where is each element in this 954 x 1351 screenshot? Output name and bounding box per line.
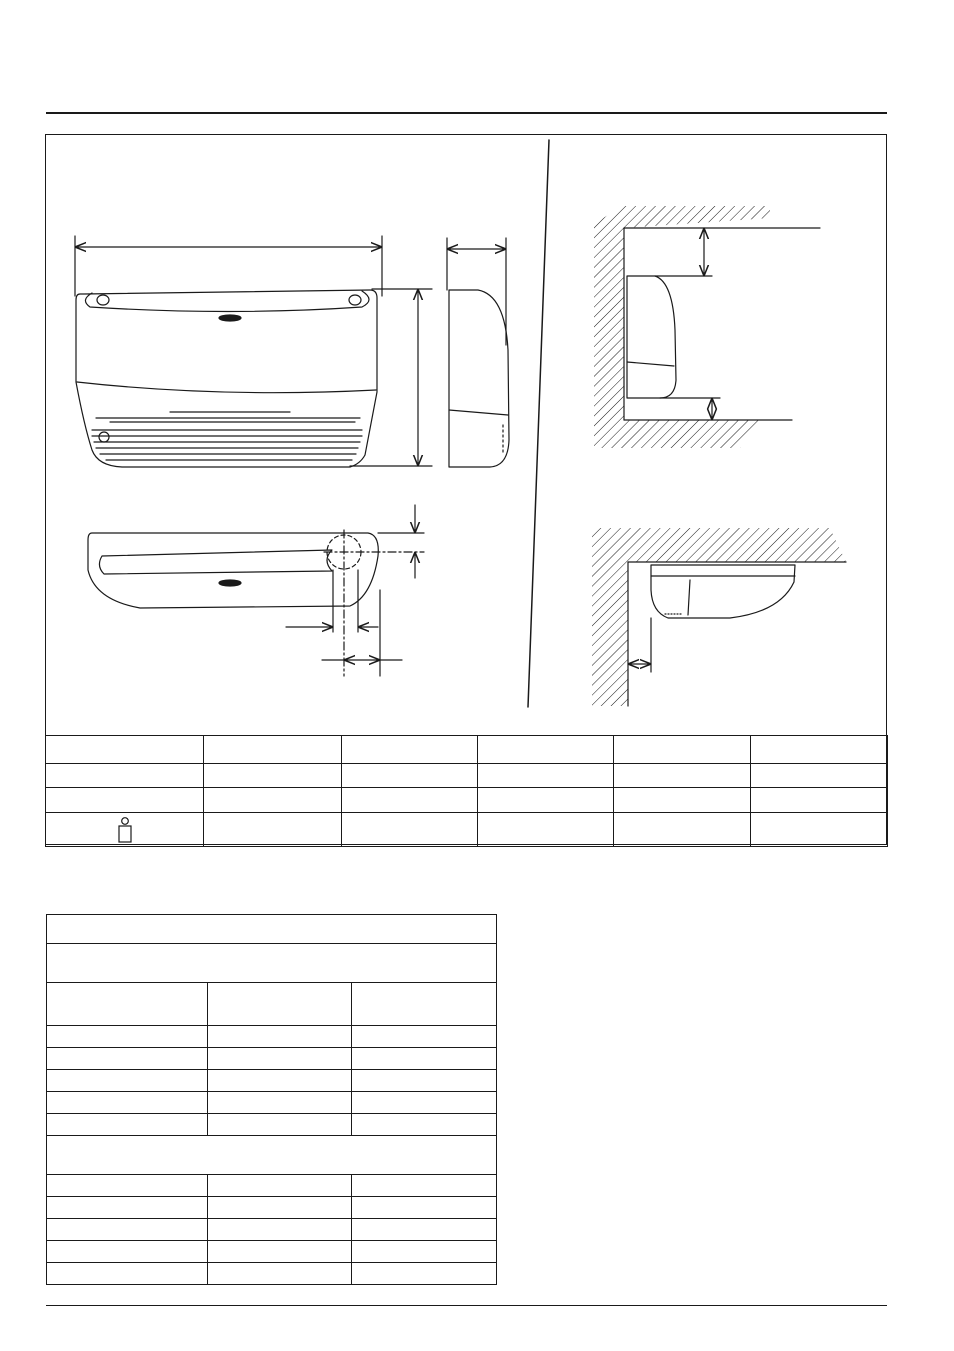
- table-row: [47, 1048, 497, 1070]
- table-header-cell: [47, 983, 208, 1026]
- table-header-row: [47, 983, 497, 1026]
- table-row: [47, 1219, 497, 1241]
- weight-cell: [46, 813, 204, 847]
- table-cell: [208, 1070, 352, 1092]
- table-cell: [751, 736, 888, 764]
- table-cell: [208, 1241, 352, 1263]
- table-cell: [46, 788, 204, 813]
- weight-icon: [118, 817, 132, 843]
- table-cell: [47, 1048, 208, 1070]
- table-cell: [614, 813, 751, 847]
- unit-front-view: [75, 236, 382, 467]
- table-cell: [478, 764, 614, 788]
- unit-top-view: [88, 505, 424, 676]
- footer-rule: [46, 1305, 887, 1306]
- table-cell: [352, 1026, 497, 1048]
- table-section-row: [47, 915, 497, 944]
- ceiling-mount-clearance-diagram: [592, 528, 846, 706]
- table-cell: [614, 764, 751, 788]
- height-dimension: [350, 289, 432, 466]
- table-cell: [204, 736, 342, 764]
- table-cell: [352, 1070, 497, 1092]
- table-cell: [47, 915, 497, 944]
- table-cell: [614, 788, 751, 813]
- table-cell: [47, 1026, 208, 1048]
- table-cell: [47, 1219, 208, 1241]
- table-cell: [208, 1197, 352, 1219]
- dimension-table: [45, 735, 888, 847]
- table-cell: [204, 764, 342, 788]
- table-cell: [352, 1048, 497, 1070]
- table-cell: [352, 1092, 497, 1114]
- table-row: [47, 1175, 497, 1197]
- table-cell: [751, 788, 888, 813]
- table-cell: [342, 813, 478, 847]
- table-cell: [46, 736, 204, 764]
- view-divider-line: [528, 140, 549, 707]
- table-row: [47, 1070, 497, 1092]
- table-cell: [208, 1219, 352, 1241]
- table-row: [46, 736, 888, 764]
- unit-side-view: [447, 238, 509, 467]
- table-row: [46, 788, 888, 813]
- table-cell: [208, 1114, 352, 1136]
- table-cell: [204, 813, 342, 847]
- table-cell: [478, 788, 614, 813]
- table-section-row: [47, 1136, 497, 1175]
- table-cell: [47, 1136, 497, 1175]
- table-cell: [478, 813, 614, 847]
- table-cell: [751, 813, 888, 847]
- table-cell: [204, 788, 342, 813]
- table-cell: [47, 1114, 208, 1136]
- wall-mount-clearance-diagram: [594, 206, 820, 448]
- table-cell: [751, 764, 888, 788]
- table-cell: [352, 1197, 497, 1219]
- table-cell: [352, 1263, 497, 1285]
- table-cell: [478, 736, 614, 764]
- table-cell: [342, 736, 478, 764]
- table-row: [47, 1092, 497, 1114]
- table-cell: [47, 1197, 208, 1219]
- table-row: [46, 764, 888, 788]
- table-cell: [352, 1114, 497, 1136]
- table-cell: [47, 1092, 208, 1114]
- table-cell: [208, 1048, 352, 1070]
- table-row: [47, 1114, 497, 1136]
- table-row-weight: [46, 813, 888, 847]
- table-row: [47, 1241, 497, 1263]
- table-section-row: [47, 944, 497, 983]
- table-cell: [614, 736, 751, 764]
- table-cell: [342, 764, 478, 788]
- table-cell: [352, 1241, 497, 1263]
- spec-table: [46, 914, 497, 1285]
- table-cell: [47, 1070, 208, 1092]
- table-row: [47, 1026, 497, 1048]
- table-cell: [352, 1175, 497, 1197]
- table-cell: [47, 944, 497, 983]
- table-cell: [208, 1175, 352, 1197]
- table-row: [47, 1197, 497, 1219]
- table-cell: [47, 1175, 208, 1197]
- table-header-cell: [208, 983, 352, 1026]
- table-cell: [47, 1241, 208, 1263]
- table-cell: [208, 1263, 352, 1285]
- table-row: [47, 1263, 497, 1285]
- table-cell: [47, 1263, 208, 1285]
- table-cell: [352, 1219, 497, 1241]
- table-cell: [342, 788, 478, 813]
- table-cell: [208, 1092, 352, 1114]
- table-cell: [46, 764, 204, 788]
- table-header-cell: [352, 983, 497, 1026]
- table-cell: [208, 1026, 352, 1048]
